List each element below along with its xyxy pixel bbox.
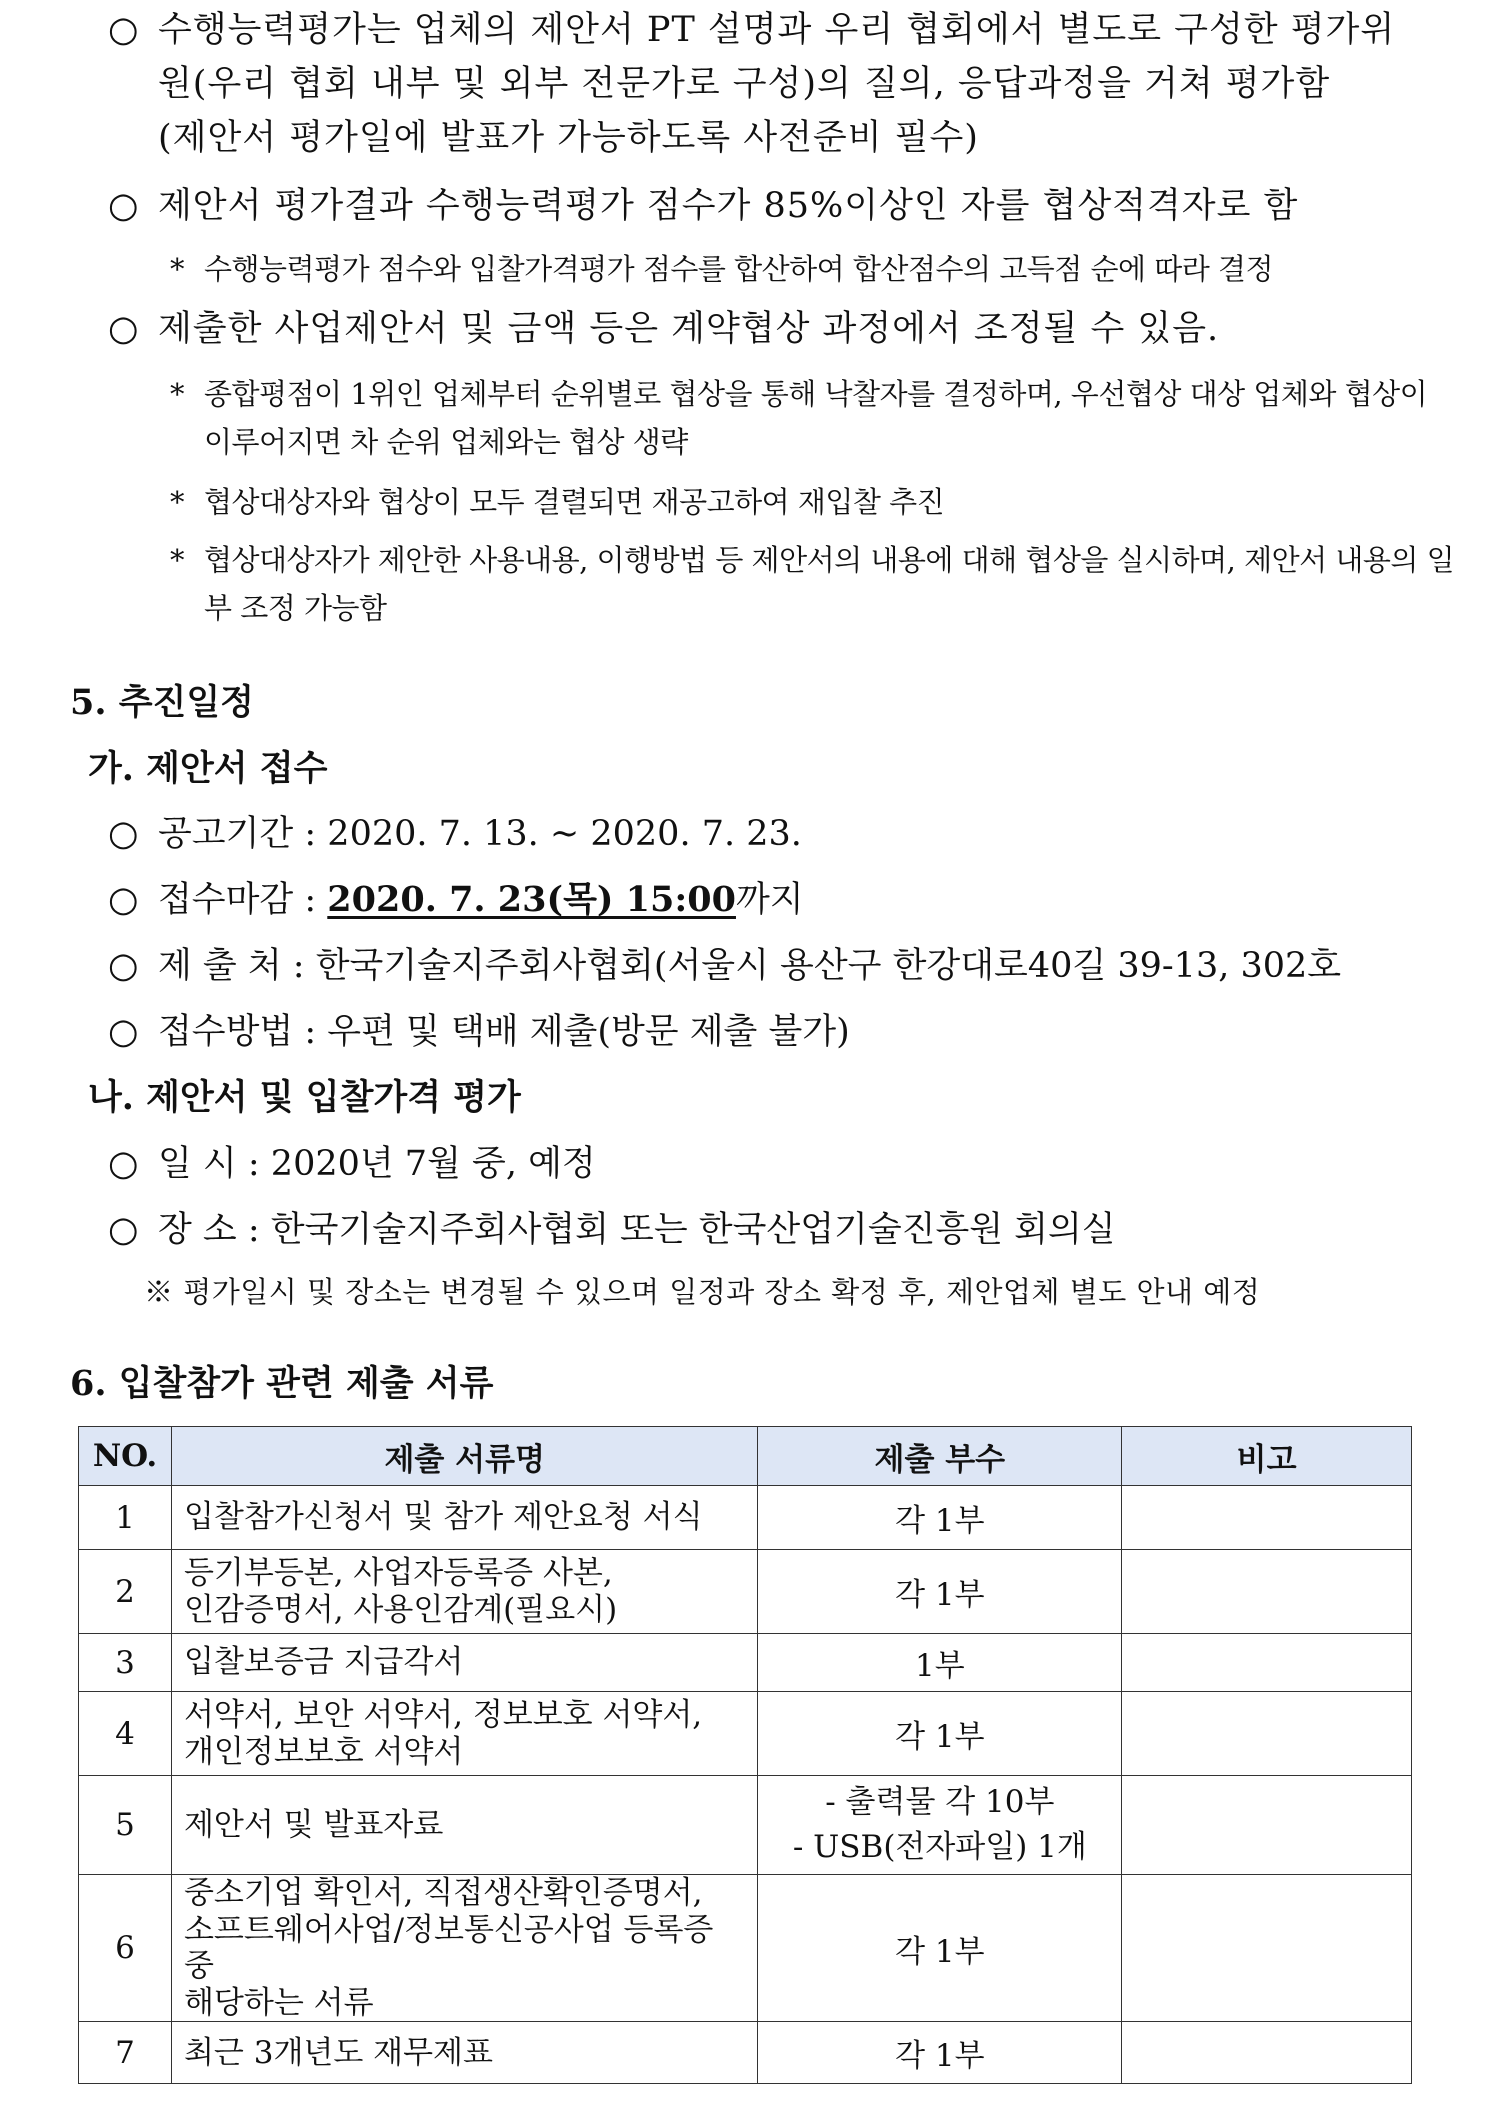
schedule-label: 장 소 : xyxy=(158,1210,271,1250)
note-text-cont: 이루어지면 차 순위 업체와는 협상 생략 xyxy=(204,425,688,459)
asterisk-marker: * xyxy=(170,252,184,286)
schedule-value: 한국기술지주회사협회(서울시 용산구 한강대로40길 39-13, 302호 xyxy=(315,946,1342,986)
note-text-cont: 부 조정 가능함 xyxy=(204,591,387,625)
row-doc-name: 중소기업 확인서, 직접생산확인증명서, 소프트웨어사업/정보통신공사업 등록증 중 해당하는 서류 xyxy=(171,1875,757,2022)
schedule-item xyxy=(108,938,1341,988)
row-remarks xyxy=(1122,1776,1412,1875)
deadline-suffix: 까지 xyxy=(735,880,804,920)
row-doc-name: 서약서, 보안 서약서, 정보보호 서약서, 개인정보보호 서약서 xyxy=(171,1692,757,1776)
row-copies: 각 1부 xyxy=(758,1486,1122,1550)
circle-bullet: ○ xyxy=(108,1210,139,1250)
note-text: 협상대상자가 제안한 사용내용, 이행방법 등 제안서의 내용에 대해 협상을 실시하며, 제안서 내용의 일 xyxy=(204,543,1455,577)
bullet-text-cont: (제안서 평가일에 발표가 가능하도록 사전준비 필수) xyxy=(158,118,979,158)
row-doc-name: 최근 3개년도 재무제표 xyxy=(171,2022,757,2084)
note-item xyxy=(170,480,944,521)
row-remarks xyxy=(1122,1875,1412,2022)
asterisk-marker: * xyxy=(170,543,184,577)
row-doc-name: 입찰참가신청서 및 참가 제안요청 서식 xyxy=(171,1486,757,1550)
asterisk-marker: * xyxy=(170,377,184,411)
note-text: 수행능력평가 점수와 입찰가격평가 점수를 합산하여 합산점수의 고득점 순에 따라 결정 xyxy=(204,252,1273,286)
row-remarks xyxy=(1122,1692,1412,1776)
section-title: 5. 추진일정 xyxy=(70,682,254,723)
header-no: NO. xyxy=(79,1427,172,1486)
table-row xyxy=(79,1634,1412,1692)
table-row xyxy=(79,1486,1412,1550)
row-no: 2 xyxy=(79,1550,172,1634)
row-remarks xyxy=(1122,1634,1412,1692)
row-copies: 1부 xyxy=(758,1634,1122,1692)
schedule-label: 공고기간 : xyxy=(158,814,328,854)
bullet-item xyxy=(108,301,1219,351)
row-copies: 각 1부 xyxy=(758,1692,1122,1776)
section-title: 6. 입찰참가 관련 제출 서류 xyxy=(70,1363,494,1404)
note-text: 협상대상자와 협상이 모두 결렬되면 재공고하여 재입찰 추진 xyxy=(204,485,945,519)
note-text: 종합평점이 1위인 업체부터 순위별로 협상을 통해 낙찰자를 결정하며, 우선협상 대상 업체와 협상이 xyxy=(204,377,1428,411)
row-remarks xyxy=(1122,2022,1412,2084)
row-no: 7 xyxy=(79,2022,172,2084)
schedule-item xyxy=(108,872,804,922)
note-item xyxy=(170,247,1273,288)
table-row xyxy=(79,1550,1412,1634)
row-remarks xyxy=(1122,1550,1412,1634)
subsection-title: 나. 제안서 및 입찰가격 평가 xyxy=(88,1077,521,1118)
row-no: 4 xyxy=(79,1692,172,1776)
row-copies: 각 1부 xyxy=(758,1550,1122,1634)
schedule-value: 우편 및 택배 제출(방문 제출 불가) xyxy=(327,1012,850,1052)
schedule-value: 한국기술지주회사협회 또는 한국산업기술진흥원 회의실 xyxy=(270,1210,1116,1250)
circle-bullet: ○ xyxy=(108,1144,139,1184)
table-row xyxy=(79,1692,1412,1776)
bullet-text-cont: 원(우리 협회 내부 및 외부 전문가로 구성)의 질의, 응답과정을 거쳐 평가함 xyxy=(158,64,1331,104)
header-copies: 제출 부수 xyxy=(758,1427,1122,1486)
note-item xyxy=(170,538,1454,579)
bullet-item xyxy=(108,178,1298,228)
header-remarks: 비고 xyxy=(1122,1427,1412,1486)
row-doc-name: 제안서 및 발표자료 xyxy=(171,1776,757,1875)
table-row xyxy=(79,1875,1412,2022)
circle-bullet: ○ xyxy=(108,1012,139,1052)
row-no: 5 xyxy=(79,1776,172,1875)
schedule-item xyxy=(108,1136,596,1186)
table-row xyxy=(79,1776,1412,1875)
table-row xyxy=(79,2022,1412,2084)
schedule-label: 접수마감 : xyxy=(158,880,328,920)
bullet-text: 제안서 평가결과 수행능력평가 점수가 85%이상인 자를 협상적격자로 함 xyxy=(158,186,1299,226)
row-doc-name: 등기부등본, 사업자등록증 사본, 인감증명서, 사용인감계(필요시) xyxy=(171,1550,757,1634)
header-doc-name: 제출 서류명 xyxy=(171,1427,757,1486)
row-remarks xyxy=(1122,1486,1412,1550)
row-no: 6 xyxy=(79,1875,172,2022)
schedule-label: 접수방법 : xyxy=(158,1012,328,1052)
row-doc-name: 입찰보증금 지급각서 xyxy=(171,1634,757,1692)
note-item xyxy=(170,372,1427,413)
evaluation-note: ※ 평가일시 및 장소는 변경될 수 있으며 일정과 장소 확정 후, 제안업체 별도 안내 예정 xyxy=(144,1275,1261,1309)
documents-table xyxy=(78,1426,1412,2084)
circle-bullet: ○ xyxy=(108,814,139,854)
circle-bullet: ○ xyxy=(108,186,139,226)
subsection-title: 가. 제안서 접수 xyxy=(88,748,328,789)
bullet-text: 수행능력평가는 업체의 제안서 PT 설명과 우리 협회에서 별도로 구성한 평가위 xyxy=(158,10,1396,50)
row-no: 1 xyxy=(79,1486,172,1550)
bullet-item xyxy=(108,2,1395,52)
row-no: 3 xyxy=(79,1634,172,1692)
circle-bullet: ○ xyxy=(108,880,139,920)
deadline-value: 2020. 7. 23(목) 15:00 xyxy=(327,879,736,920)
row-copies: - 출력물 각 10부 - USB(전자파일) 1개 xyxy=(758,1776,1122,1875)
schedule-item xyxy=(108,806,802,856)
schedule-item xyxy=(108,1004,850,1054)
row-copies: 각 1부 xyxy=(758,2022,1122,2084)
circle-bullet: ○ xyxy=(108,309,139,349)
schedule-value: 2020년 7월 중, 예정 xyxy=(270,1144,596,1184)
row-copies: 각 1부 xyxy=(758,1875,1122,2022)
circle-bullet: ○ xyxy=(108,10,139,50)
schedule-value: 2020. 7. 13. ~ 2020. 7. 23. xyxy=(327,814,802,854)
asterisk-marker: * xyxy=(170,485,184,519)
bullet-text: 제출한 사업제안서 및 금액 등은 계약협상 과정에서 조정될 수 있음. xyxy=(158,309,1220,349)
schedule-label: 제 출 처 : xyxy=(158,946,316,986)
circle-bullet: ○ xyxy=(108,946,139,986)
schedule-item xyxy=(108,1202,1116,1252)
table-header-row xyxy=(79,1427,1412,1486)
schedule-label: 일 시 : xyxy=(158,1144,271,1184)
